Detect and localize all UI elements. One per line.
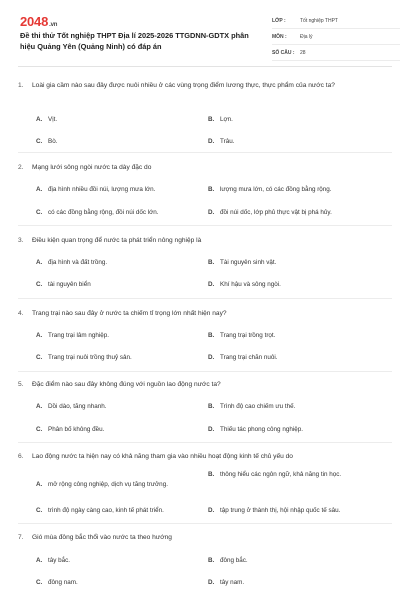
option-a[interactable]: A. địa hình nhiều đồi núi, lượng mưa lớn. — [36, 186, 156, 193]
info-row-class: LỚP : Tốt nghiệp THPT — [272, 13, 400, 29]
option-d[interactable]: D. Trang trại chăn nuôi. — [208, 354, 278, 361]
option-b[interactable]: B. Trình độ cao chiếm ưu thế. — [208, 403, 296, 410]
option-d[interactable]: D. Thiếu tác phong công nghiệp. — [208, 426, 303, 433]
question-text: Mạng lưới sông ngòi nước ta dày đặc do — [32, 164, 152, 171]
question-text: Gió mùa đông bắc thổi vào nước ta theo hướng — [32, 534, 172, 541]
divider — [18, 371, 392, 372]
option-a[interactable]: A. tây bắc. — [36, 557, 71, 564]
option-a[interactable]: A. Dồi dào, tăng nhanh. — [36, 403, 107, 410]
option-b[interactable]: B. Lợn. — [208, 116, 233, 123]
option-c[interactable]: C. Bò. — [36, 138, 58, 145]
divider — [18, 298, 392, 299]
divider — [18, 152, 392, 153]
question-text: Trang trại nào sau đây ở nước ta chiếm tỉ trọng lớn nhất hiện nay? — [32, 310, 227, 317]
question-1: 1. Loài gia cầm nào sau đây được nuôi nhiều ở các vùng trọng điểm lương thực, thực phẩm của nước ta? A. Vịt. B. Lợn. C. Bò. D. Trâu. — [18, 81, 392, 91]
option-b[interactable]: B. Trang trại trồng trọt. — [208, 332, 276, 339]
divider — [18, 523, 392, 524]
exam-info-table — [272, 13, 400, 61]
option-a[interactable]: A. Trang trại lâm nghiệp. — [36, 332, 110, 339]
exam-header — [18, 0, 392, 67]
question-4: 4. Trang trại nào sau đây ở nước ta chiếm tỉ trọng lớn nhất hiện nay? A. Trang trại lâm nghiệp. B. Trang trại trồng trọt. C. Trang trại nuôi trồng thuỷ sản. D. Trang trại chăn nuôi. — [18, 309, 392, 319]
divider — [18, 225, 392, 226]
option-c[interactable]: C. trình độ ngày càng cao, kinh tế phát triển. — [36, 507, 164, 514]
question-text: Điều kiện quan trọng để nước ta phát triển nông nghiệp là — [32, 237, 202, 244]
question-2: 2. Mạng lưới sông ngòi nước ta dày đặc do A. địa hình nhiều đồi núi, lượng mưa lớn. B. lượng mưa lớn, có các đồng bằng rộng. C. có các đồng bằng rộng, đồi núi dốc lớn. D. đồi núi dốc, lớp phủ thực vật bị phá hủy. — [18, 163, 392, 173]
option-d[interactable]: D. tập trung ở thành thị, hội nhập quốc tế sâu. — [208, 507, 341, 514]
option-d[interactable]: D. Khí hậu và sông ngòi. — [208, 281, 281, 288]
question-3: 3. Điều kiện quan trọng để nước ta phát triển nông nghiệp là A. địa hình và đất trồng. B. Tài nguyên sinh vật. C. tài nguyên biển D. Khí hậu và sông ngòi. — [18, 236, 392, 246]
divider — [18, 442, 392, 443]
option-c[interactable]: C. Phân bố không đều. — [36, 426, 105, 433]
question-text: Đặc điểm nào sau đây không đúng với nguồn lao động nước ta? — [32, 381, 221, 388]
question-6: 6. Lao động nước ta hiện nay có khả năng tham gia vào nhiều hoạt động kinh tế chủ yếu do A. mở rộng công nghiệp, dịch vụ tăng trưởng. B. thông hiểu các ngôn ngữ, khả năng tin học. C. trình độ ngày càng cao, kinh tế phát triển. D. tập trung ở thành thị, hội nhập quốc tế sâu. — [18, 452, 392, 462]
option-c[interactable]: C. đông nam. — [36, 579, 78, 586]
question-text: Loài gia cầm nào sau đây được nuôi nhiều ở các vùng trọng điểm lương thực, thực phẩm của nước ta? — [32, 82, 335, 89]
question-5: 5. Đặc điểm nào sau đây không đúng với nguồn lao động nước ta? A. Dồi dào, tăng nhanh. B. Trình độ cao chiếm ưu thế. C. Phân bố không đều. D. Thiếu tác phong công nghiệp. — [18, 380, 392, 390]
option-b[interactable]: B. thông hiểu các ngôn ngữ, khả năng tin học. — [208, 471, 342, 478]
option-d[interactable]: D. Trâu. — [208, 138, 235, 145]
option-c[interactable]: C. tài nguyên biển — [36, 281, 91, 288]
site-logo[interactable]: 2048.vn — [20, 14, 58, 29]
option-c[interactable]: C. có các đồng bằng rộng, đồi núi dốc lớn. — [36, 209, 159, 216]
option-d[interactable]: D. đồi núi dốc, lớp phủ thực vật bị phá hủy. — [208, 209, 332, 216]
option-b[interactable]: B. lượng mưa lớn, có các đồng bằng rộng. — [208, 186, 332, 193]
info-row-question-count: SỐ CÂU : 28 — [272, 45, 400, 61]
option-a[interactable]: A. mở rộng công nghiệp, dịch vụ tăng trưởng. — [36, 481, 168, 488]
question-7: 7. Gió mùa đông bắc thổi vào nước ta theo hướng A. tây bắc. B. đông bắc. C. đông nam. D. tây nam. — [18, 533, 392, 543]
document-title: Đề thi thử Tốt nghiệp THPT Địa lí 2025-2026 TTGDNN-GDTX phân hiệu Quảng Yên (Quảng Ninh) có đáp án — [20, 31, 249, 51]
option-a[interactable]: A. Vịt. — [36, 116, 58, 123]
option-c[interactable]: C. Trang trại nuôi trồng thuỷ sản. — [36, 354, 132, 361]
info-row-subject: MÔN : Địa lý — [272, 29, 400, 45]
option-a[interactable]: A. địa hình và đất trồng. — [36, 259, 108, 266]
option-d[interactable]: D. tây nam. — [208, 579, 245, 586]
question-text: Lao động nước ta hiện nay có khả năng tham gia vào nhiều hoạt động kinh tế chủ yếu do — [32, 453, 293, 460]
option-b[interactable]: B. Tài nguyên sinh vật. — [208, 259, 277, 266]
option-b[interactable]: B. đông bắc. — [208, 557, 248, 564]
